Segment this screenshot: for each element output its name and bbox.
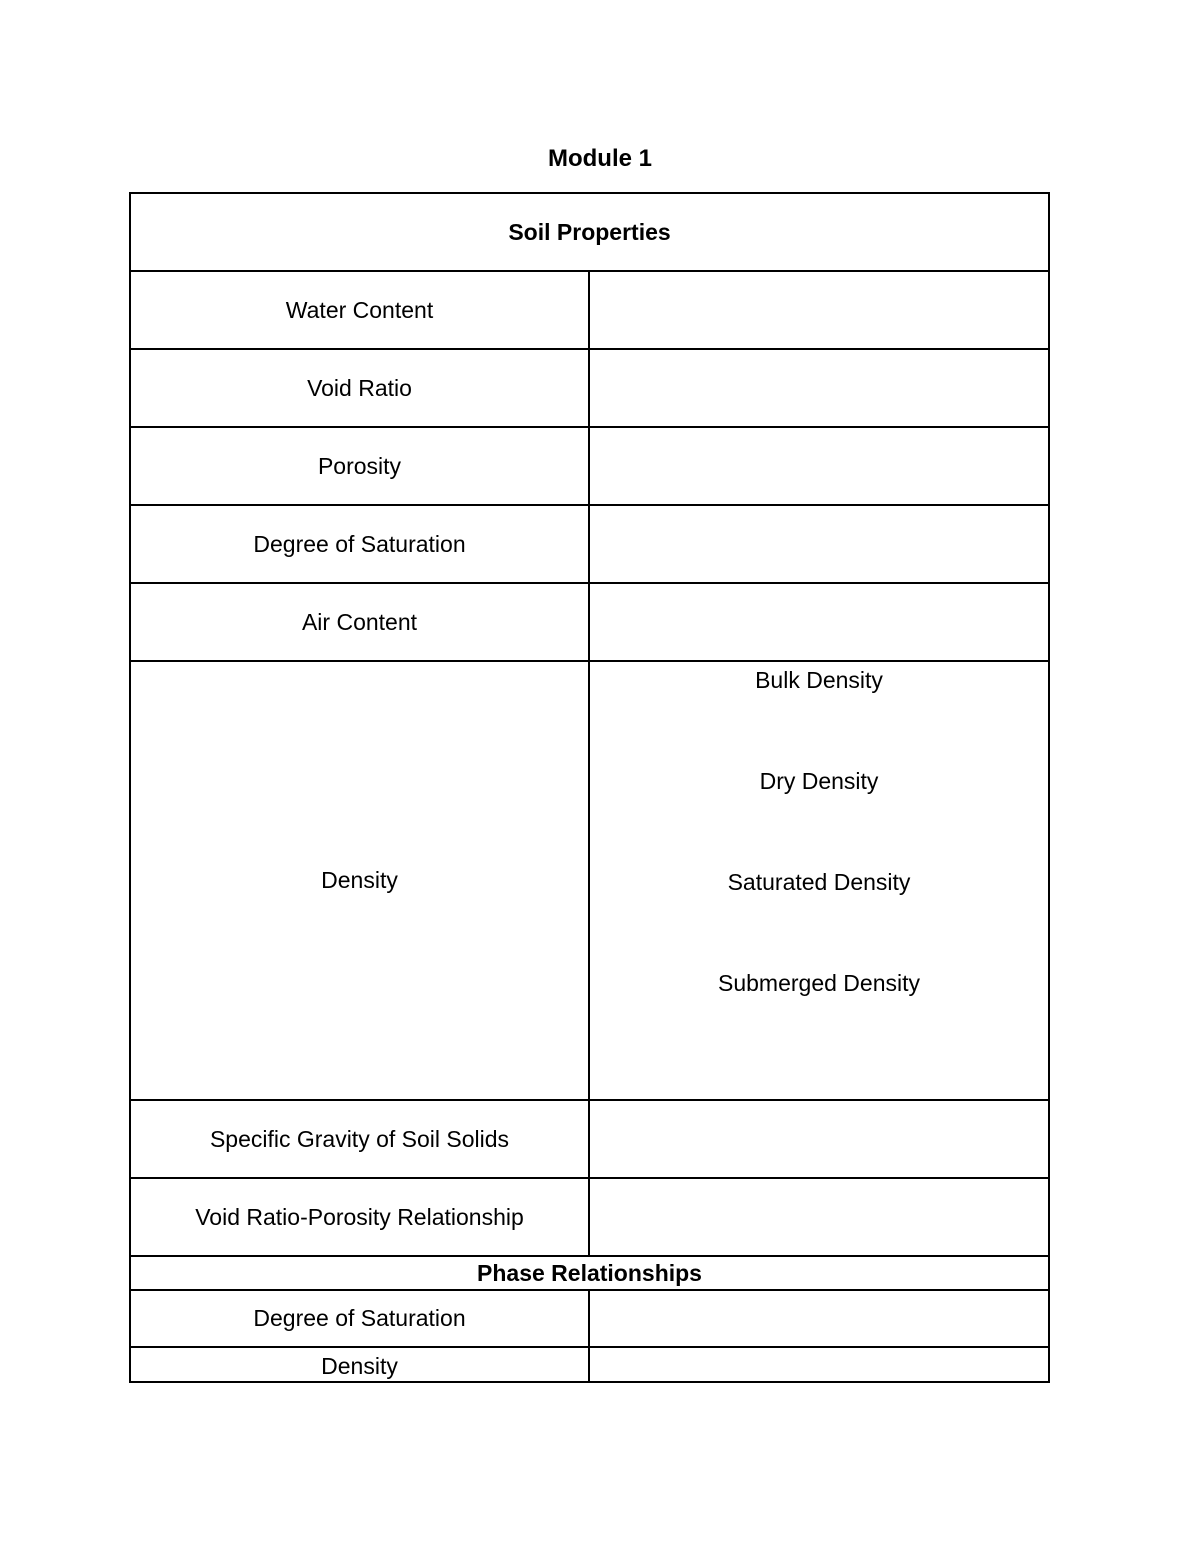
table-row — [130, 1347, 1049, 1382]
table-row — [130, 1290, 1049, 1347]
table-row — [130, 349, 1049, 427]
page-title: Module 1 — [547, 145, 652, 172]
row-label-degree-of-saturation: Degree of Saturation — [130, 505, 589, 583]
table-row — [130, 271, 1049, 349]
table-header-soil-properties: Soil Properties — [130, 193, 1049, 271]
row-label-void-ratio: Void Ratio — [130, 349, 589, 427]
sub-item-dry-density: Dry Density — [759, 768, 879, 794]
section-header-row — [130, 1256, 1049, 1290]
soil-properties-table — [129, 192, 1050, 1383]
row-label-specific-gravity: Specific Gravity of Soil Solids — [130, 1100, 589, 1178]
table-row — [130, 1100, 1049, 1178]
phase-label-density: Density — [130, 1347, 589, 1382]
row-label-water-content: Water Content — [130, 271, 589, 349]
row-value-porosity[interactable] — [589, 427, 1049, 505]
phase-label-degree-of-saturation: Degree of Saturation — [130, 1290, 589, 1347]
section-header-phase-relationships: Phase Relationships — [130, 1256, 1049, 1290]
sub-item-saturated-density: Saturated Density — [727, 869, 911, 895]
table-row — [130, 427, 1049, 505]
row-value-water-content[interactable] — [589, 271, 1049, 349]
sub-item-bulk-density: Bulk Density — [755, 667, 883, 693]
row-value-void-ratio[interactable] — [589, 349, 1049, 427]
row-value-degree-of-saturation[interactable] — [589, 505, 1049, 583]
table-row-density — [130, 661, 1049, 1100]
row-label-air-content: Air Content — [130, 583, 589, 661]
phase-value-density[interactable] — [589, 1347, 1049, 1382]
table-row — [130, 583, 1049, 661]
row-label-density: Density — [130, 661, 589, 1100]
table-header-row — [130, 193, 1049, 271]
row-label-void-ratio-porosity: Void Ratio-Porosity Relationship — [130, 1178, 589, 1256]
table-row — [130, 505, 1049, 583]
row-label-porosity: Porosity — [130, 427, 589, 505]
phase-value-degree-of-saturation[interactable] — [589, 1290, 1049, 1347]
density-sub-items — [589, 661, 1049, 1100]
row-value-specific-gravity[interactable] — [589, 1100, 1049, 1178]
table-row — [130, 1178, 1049, 1256]
row-value-air-content[interactable] — [589, 583, 1049, 661]
sub-item-submerged-density: Submerged Density — [718, 970, 920, 996]
row-value-void-ratio-porosity[interactable] — [589, 1178, 1049, 1256]
